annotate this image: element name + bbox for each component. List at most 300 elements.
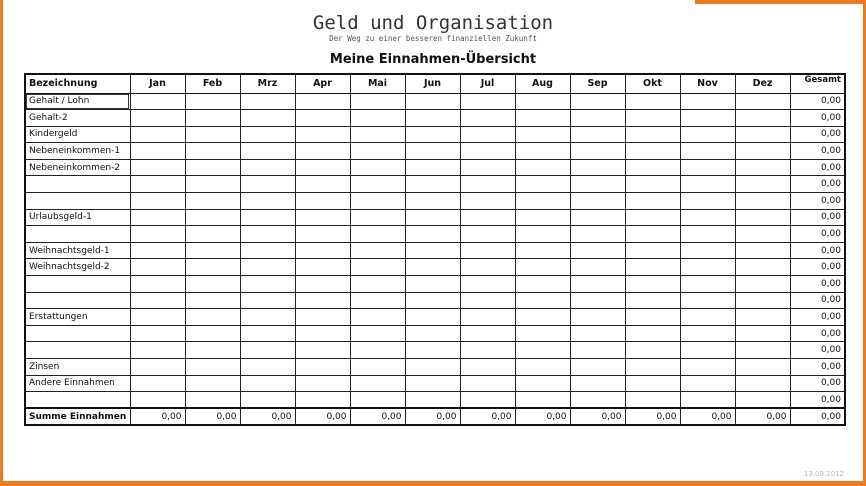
sum-month-cell: 0,00 (570, 408, 625, 425)
month-input-cell[interactable] (735, 93, 790, 110)
month-input-cell[interactable] (570, 126, 625, 143)
month-input-cell[interactable] (625, 342, 680, 359)
month-input-cell[interactable] (295, 176, 350, 193)
month-input-cell[interactable] (735, 126, 790, 143)
month-input-cell[interactable] (515, 392, 570, 409)
month-input-cell[interactable] (295, 193, 350, 210)
month-input-cell[interactable] (295, 159, 350, 176)
sheet-heading: Meine Einnahmen-Übersicht (329, 52, 537, 67)
month-input-cell[interactable] (295, 242, 350, 259)
month-input-cell[interactable] (350, 159, 405, 176)
table-row (25, 143, 845, 160)
month-input-cell[interactable] (240, 110, 295, 127)
month-input-cell[interactable] (570, 242, 625, 259)
month-input-cell[interactable] (240, 242, 295, 259)
row-label-cell[interactable]: Weihnachtsgeld-1 (25, 242, 130, 259)
column-header-month: Okt (625, 74, 680, 93)
month-input-cell[interactable] (185, 176, 240, 193)
row-total-cell: 0,00 (790, 259, 845, 276)
month-input-cell[interactable] (570, 209, 625, 226)
month-input-cell[interactable] (185, 392, 240, 409)
row-label-cell[interactable] (25, 276, 130, 293)
month-input-cell[interactable] (350, 226, 405, 243)
table-row (25, 110, 845, 127)
month-input-cell[interactable] (185, 93, 240, 110)
month-input-cell[interactable] (295, 292, 350, 309)
table-row (25, 375, 845, 392)
month-input-cell[interactable] (185, 242, 240, 259)
column-header-month: Mrz (240, 74, 295, 93)
month-input-cell[interactable] (460, 143, 515, 160)
month-input-cell[interactable] (625, 276, 680, 293)
month-input-cell[interactable] (515, 325, 570, 342)
month-input-cell[interactable] (625, 209, 680, 226)
row-label-cell[interactable]: Andere Einnahmen (25, 375, 130, 392)
month-input-cell[interactable] (515, 309, 570, 326)
month-input-cell[interactable] (460, 342, 515, 359)
month-input-cell[interactable] (350, 375, 405, 392)
table-row (25, 209, 845, 226)
month-input-cell[interactable] (295, 143, 350, 160)
row-total-cell: 0,00 (790, 242, 845, 259)
month-input-cell[interactable] (680, 193, 735, 210)
month-input-cell[interactable] (185, 309, 240, 326)
month-input-cell[interactable] (185, 292, 240, 309)
month-input-cell[interactable] (570, 359, 625, 376)
table-row (25, 359, 845, 376)
month-input-cell[interactable] (515, 193, 570, 210)
table-row (25, 126, 845, 143)
frame-top-accent (695, 0, 866, 4)
month-input-cell[interactable] (350, 359, 405, 376)
row-label-cell[interactable] (25, 193, 130, 210)
month-input-cell[interactable] (185, 193, 240, 210)
month-input-cell[interactable] (350, 93, 405, 110)
month-input-cell[interactable] (405, 193, 460, 210)
month-input-cell[interactable] (460, 359, 515, 376)
sum-month-cell: 0,00 (680, 408, 735, 425)
table-row (25, 292, 845, 309)
month-input-cell[interactable] (240, 309, 295, 326)
sum-row (25, 408, 845, 425)
month-input-cell[interactable] (350, 176, 405, 193)
month-input-cell[interactable] (240, 375, 295, 392)
month-input-cell[interactable] (130, 292, 185, 309)
month-input-cell[interactable] (405, 176, 460, 193)
month-input-cell[interactable] (130, 126, 185, 143)
month-input-cell[interactable] (680, 126, 735, 143)
month-input-cell[interactable] (405, 292, 460, 309)
row-label-cell[interactable] (25, 292, 130, 309)
month-input-cell[interactable] (130, 209, 185, 226)
month-input-cell[interactable] (350, 276, 405, 293)
month-input-cell[interactable] (460, 309, 515, 326)
month-input-cell[interactable] (680, 342, 735, 359)
column-header-total: Gesamt (790, 74, 845, 93)
table-row (25, 259, 845, 276)
month-input-cell[interactable] (405, 309, 460, 326)
month-input-cell[interactable] (240, 292, 295, 309)
month-input-cell[interactable] (625, 176, 680, 193)
month-input-cell[interactable] (185, 359, 240, 376)
month-input-cell[interactable] (185, 375, 240, 392)
row-label-cell[interactable]: Urlaubsgeld-1 (25, 209, 130, 226)
month-input-cell[interactable] (735, 242, 790, 259)
month-input-cell[interactable] (240, 342, 295, 359)
month-input-cell[interactable] (680, 359, 735, 376)
month-input-cell[interactable] (185, 110, 240, 127)
month-input-cell[interactable] (515, 176, 570, 193)
month-input-cell[interactable] (460, 159, 515, 176)
month-input-cell[interactable] (625, 392, 680, 409)
date-stamp: 13.09.2012 (803, 470, 844, 478)
month-input-cell[interactable] (735, 359, 790, 376)
page-subtitle: Der Weg zu einer besseren finanziellen Zukunft (329, 34, 537, 43)
table-row (25, 342, 845, 359)
row-label-cell[interactable]: Erstattungen (25, 309, 130, 326)
month-input-cell[interactable] (185, 159, 240, 176)
month-input-cell[interactable] (570, 259, 625, 276)
row-label-cell[interactable]: Gehalt-2 (25, 110, 130, 127)
month-input-cell[interactable] (405, 143, 460, 160)
month-input-cell[interactable] (570, 392, 625, 409)
table-row (25, 309, 845, 326)
month-input-cell[interactable] (515, 110, 570, 127)
row-total-cell: 0,00 (790, 209, 845, 226)
month-input-cell[interactable] (240, 209, 295, 226)
month-input-cell[interactable] (130, 176, 185, 193)
month-input-cell[interactable] (130, 242, 185, 259)
table-row (25, 392, 845, 409)
month-input-cell[interactable] (405, 242, 460, 259)
month-input-cell[interactable] (240, 159, 295, 176)
column-header-month: Nov (680, 74, 735, 93)
row-total-cell: 0,00 (790, 126, 845, 143)
row-total-cell: 0,00 (790, 193, 845, 210)
month-input-cell[interactable] (680, 209, 735, 226)
month-input-cell[interactable] (185, 126, 240, 143)
month-input-cell[interactable] (515, 209, 570, 226)
month-input-cell[interactable] (735, 193, 790, 210)
month-input-cell[interactable] (735, 375, 790, 392)
sum-month-cell: 0,00 (185, 408, 240, 425)
month-input-cell[interactable] (570, 309, 625, 326)
month-input-cell[interactable] (350, 126, 405, 143)
month-input-cell[interactable] (735, 110, 790, 127)
table-row (25, 159, 845, 176)
month-input-cell[interactable] (570, 276, 625, 293)
month-input-cell[interactable] (185, 226, 240, 243)
month-input-cell[interactable] (130, 276, 185, 293)
month-input-cell[interactable] (460, 193, 515, 210)
month-input-cell[interactable] (625, 226, 680, 243)
month-input-cell[interactable] (295, 392, 350, 409)
month-input-cell[interactable] (460, 392, 515, 409)
month-input-cell[interactable] (240, 259, 295, 276)
month-input-cell[interactable] (240, 176, 295, 193)
month-input-cell[interactable] (515, 375, 570, 392)
month-input-cell[interactable] (350, 110, 405, 127)
month-input-cell[interactable] (350, 392, 405, 409)
month-input-cell[interactable] (625, 143, 680, 160)
month-input-cell[interactable] (350, 242, 405, 259)
month-input-cell[interactable] (405, 110, 460, 127)
month-input-cell[interactable] (130, 259, 185, 276)
month-input-cell[interactable] (515, 143, 570, 160)
month-input-cell[interactable] (185, 143, 240, 160)
month-input-cell[interactable] (130, 392, 185, 409)
month-input-cell[interactable] (130, 193, 185, 210)
column-header-month: Sep (570, 74, 625, 93)
month-input-cell[interactable] (295, 359, 350, 376)
sum-month-cell: 0,00 (130, 408, 185, 425)
column-header-month: Mai (350, 74, 405, 93)
month-input-cell[interactable] (625, 259, 680, 276)
month-input-cell[interactable] (735, 159, 790, 176)
month-input-cell[interactable] (515, 292, 570, 309)
column-header-label: Bezeichnung (25, 74, 130, 93)
month-input-cell[interactable] (405, 359, 460, 376)
month-input-cell[interactable] (515, 259, 570, 276)
row-label-cell[interactable] (25, 342, 130, 359)
month-input-cell[interactable] (625, 309, 680, 326)
row-label-cell[interactable]: Gehalt / Lohn (25, 93, 130, 110)
table-row (25, 176, 845, 193)
row-label-cell[interactable] (25, 226, 130, 243)
month-input-cell[interactable] (515, 359, 570, 376)
table-body (25, 93, 845, 425)
month-input-cell[interactable] (570, 193, 625, 210)
month-input-cell[interactable] (625, 159, 680, 176)
row-total-cell: 0,00 (790, 375, 845, 392)
month-input-cell[interactable] (680, 143, 735, 160)
row-total-cell: 0,00 (790, 110, 845, 127)
table-row (25, 325, 845, 342)
month-input-cell[interactable] (460, 209, 515, 226)
month-input-cell[interactable] (735, 392, 790, 409)
month-input-cell[interactable] (680, 159, 735, 176)
month-input-cell[interactable] (240, 193, 295, 210)
month-input-cell[interactable] (625, 359, 680, 376)
month-input-cell[interactable] (570, 226, 625, 243)
month-input-cell[interactable] (625, 93, 680, 110)
row-total-cell: 0,00 (790, 226, 845, 243)
month-input-cell[interactable] (405, 93, 460, 110)
row-total-cell: 0,00 (790, 359, 845, 376)
month-input-cell[interactable] (735, 342, 790, 359)
row-label-cell[interactable] (25, 176, 130, 193)
month-input-cell[interactable] (405, 259, 460, 276)
month-input-cell[interactable] (515, 276, 570, 293)
month-input-cell[interactable] (405, 342, 460, 359)
month-input-cell[interactable] (570, 159, 625, 176)
row-label-cell[interactable] (25, 325, 130, 342)
row-label-cell[interactable]: Nebeneinkommen-1 (25, 143, 130, 160)
month-input-cell[interactable] (735, 259, 790, 276)
month-input-cell[interactable] (680, 259, 735, 276)
sum-month-cell: 0,00 (405, 408, 460, 425)
month-input-cell[interactable] (350, 292, 405, 309)
sum-month-cell: 0,00 (460, 408, 515, 425)
month-input-cell[interactable] (570, 176, 625, 193)
month-input-cell[interactable] (295, 226, 350, 243)
month-input-cell[interactable] (515, 226, 570, 243)
month-input-cell[interactable] (680, 276, 735, 293)
month-input-cell[interactable] (350, 342, 405, 359)
row-label-cell[interactable]: Nebeneinkommen-2 (25, 159, 130, 176)
month-input-cell[interactable] (460, 126, 515, 143)
month-input-cell[interactable] (295, 276, 350, 293)
month-input-cell[interactable] (680, 110, 735, 127)
month-input-cell[interactable] (130, 325, 185, 342)
column-header-month: Dez (735, 74, 790, 93)
month-input-cell[interactable] (680, 325, 735, 342)
month-input-cell[interactable] (625, 325, 680, 342)
table-row (25, 276, 845, 293)
sum-month-cell: 0,00 (735, 408, 790, 425)
month-input-cell[interactable] (680, 309, 735, 326)
month-input-cell[interactable] (735, 176, 790, 193)
month-input-cell[interactable] (405, 325, 460, 342)
month-input-cell[interactable] (460, 226, 515, 243)
month-input-cell[interactable] (350, 309, 405, 326)
month-input-cell[interactable] (295, 126, 350, 143)
month-input-cell[interactable] (680, 93, 735, 110)
month-input-cell[interactable] (405, 276, 460, 293)
month-input-cell[interactable] (680, 292, 735, 309)
month-input-cell[interactable] (570, 143, 625, 160)
month-input-cell[interactable] (350, 209, 405, 226)
month-input-cell[interactable] (735, 325, 790, 342)
month-input-cell[interactable] (515, 342, 570, 359)
month-input-cell[interactable] (130, 110, 185, 127)
month-input-cell[interactable] (570, 93, 625, 110)
month-input-cell[interactable] (460, 110, 515, 127)
month-input-cell[interactable] (735, 209, 790, 226)
month-input-cell[interactable] (625, 110, 680, 127)
month-input-cell[interactable] (350, 325, 405, 342)
month-input-cell[interactable] (130, 375, 185, 392)
row-label-cell[interactable]: Zinsen (25, 359, 130, 376)
month-input-cell[interactable] (295, 375, 350, 392)
month-input-cell[interactable] (460, 93, 515, 110)
month-input-cell[interactable] (130, 359, 185, 376)
month-input-cell[interactable] (735, 226, 790, 243)
month-input-cell[interactable] (460, 292, 515, 309)
month-input-cell[interactable] (185, 325, 240, 342)
sum-label: Summe Einnahmen (25, 408, 130, 425)
month-input-cell[interactable] (735, 309, 790, 326)
month-input-cell[interactable] (240, 226, 295, 243)
month-input-cell[interactable] (130, 309, 185, 326)
month-input-cell[interactable] (735, 143, 790, 160)
month-input-cell[interactable] (405, 126, 460, 143)
month-input-cell[interactable] (405, 159, 460, 176)
month-input-cell[interactable] (240, 276, 295, 293)
month-input-cell[interactable] (460, 276, 515, 293)
month-input-cell[interactable] (680, 176, 735, 193)
sum-month-cell: 0,00 (295, 408, 350, 425)
row-total-cell: 0,00 (790, 176, 845, 193)
column-header-month: Aug (515, 74, 570, 93)
month-input-cell[interactable] (130, 226, 185, 243)
month-input-cell[interactable] (570, 375, 625, 392)
month-input-cell[interactable] (240, 359, 295, 376)
month-input-cell[interactable] (350, 193, 405, 210)
month-input-cell[interactable] (240, 93, 295, 110)
month-input-cell[interactable] (460, 325, 515, 342)
month-input-cell[interactable] (130, 342, 185, 359)
month-input-cell[interactable] (735, 276, 790, 293)
month-input-cell[interactable] (130, 93, 185, 110)
month-input-cell[interactable] (515, 242, 570, 259)
row-label-cell[interactable]: Weihnachtsgeld-2 (25, 259, 130, 276)
month-input-cell[interactable] (185, 276, 240, 293)
month-input-cell[interactable] (460, 259, 515, 276)
month-input-cell[interactable] (350, 143, 405, 160)
month-input-cell[interactable] (625, 292, 680, 309)
month-input-cell[interactable] (295, 93, 350, 110)
month-input-cell[interactable] (515, 93, 570, 110)
month-input-cell[interactable] (185, 259, 240, 276)
month-input-cell[interactable] (185, 342, 240, 359)
month-input-cell[interactable] (680, 392, 735, 409)
table-row (25, 93, 845, 110)
month-input-cell[interactable] (625, 126, 680, 143)
month-input-cell[interactable] (130, 159, 185, 176)
month-input-cell[interactable] (295, 325, 350, 342)
month-input-cell[interactable] (680, 226, 735, 243)
month-input-cell[interactable] (295, 342, 350, 359)
month-input-cell[interactable] (130, 143, 185, 160)
month-input-cell[interactable] (680, 242, 735, 259)
month-input-cell[interactable] (185, 209, 240, 226)
month-input-cell[interactable] (405, 375, 460, 392)
month-input-cell[interactable] (295, 209, 350, 226)
sum-month-cell: 0,00 (625, 408, 680, 425)
month-input-cell[interactable] (625, 193, 680, 210)
month-input-cell[interactable] (240, 325, 295, 342)
month-input-cell[interactable] (460, 375, 515, 392)
month-input-cell[interactable] (295, 259, 350, 276)
month-input-cell[interactable] (295, 309, 350, 326)
month-input-cell[interactable] (625, 375, 680, 392)
month-input-cell[interactable] (350, 259, 405, 276)
month-input-cell[interactable] (240, 392, 295, 409)
month-input-cell[interactable] (625, 242, 680, 259)
month-input-cell[interactable] (295, 110, 350, 127)
month-input-cell[interactable] (570, 292, 625, 309)
month-input-cell[interactable] (680, 375, 735, 392)
month-input-cell[interactable] (460, 176, 515, 193)
month-input-cell[interactable] (570, 342, 625, 359)
row-label-cell[interactable]: Kindergeld (25, 126, 130, 143)
month-input-cell[interactable] (570, 325, 625, 342)
month-input-cell[interactable] (405, 226, 460, 243)
row-label-cell[interactable] (25, 392, 130, 409)
month-input-cell[interactable] (405, 209, 460, 226)
month-input-cell[interactable] (240, 143, 295, 160)
month-input-cell[interactable] (240, 126, 295, 143)
sum-total-cell: 0,00 (790, 408, 845, 425)
month-input-cell[interactable] (735, 292, 790, 309)
month-input-cell[interactable] (405, 392, 460, 409)
month-input-cell[interactable] (460, 242, 515, 259)
month-input-cell[interactable] (570, 110, 625, 127)
month-input-cell[interactable] (515, 126, 570, 143)
month-input-cell[interactable] (515, 159, 570, 176)
column-header-month: Apr (295, 74, 350, 93)
